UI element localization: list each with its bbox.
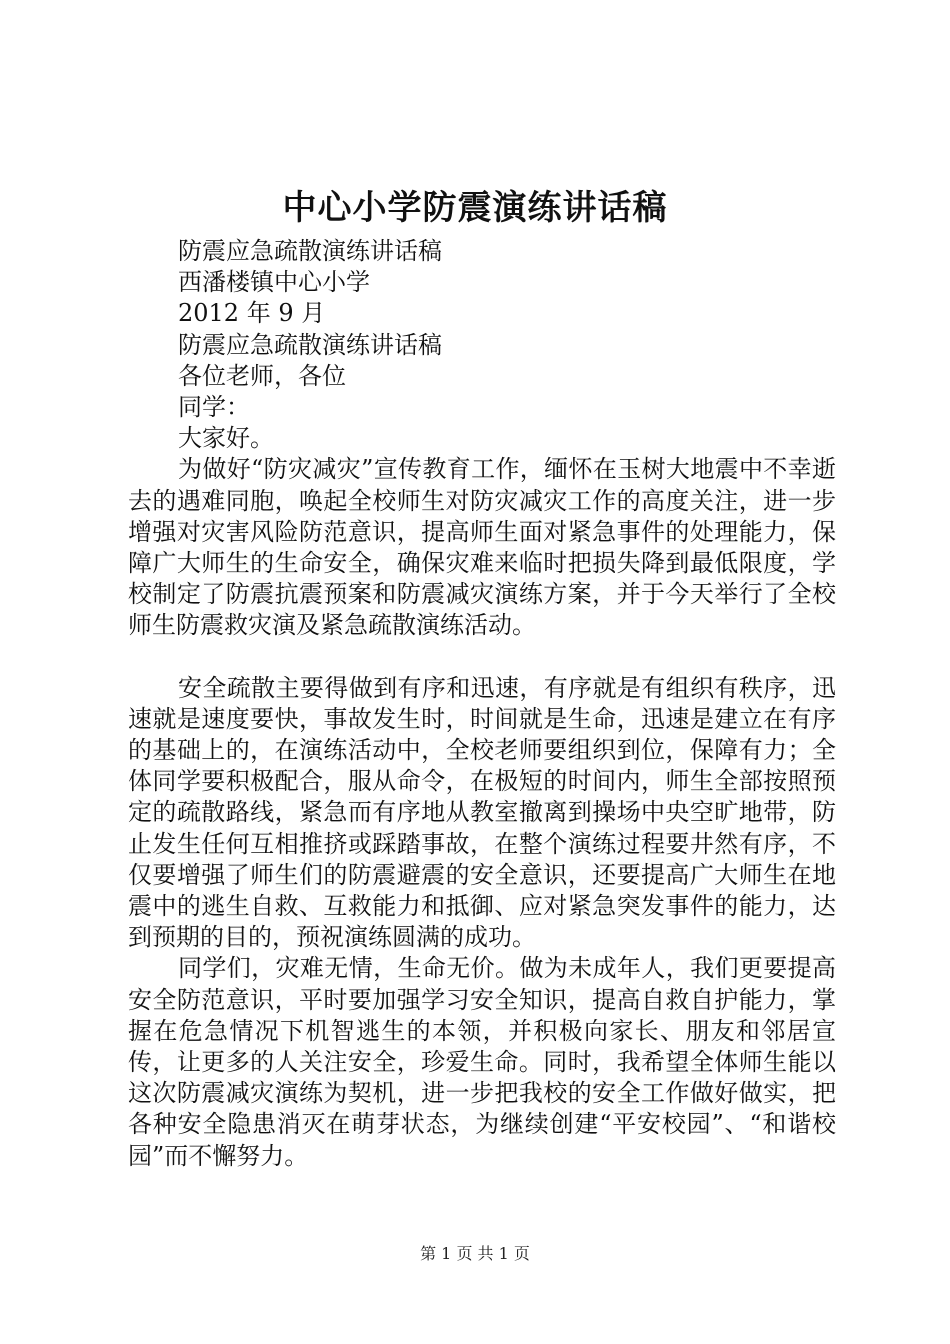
paragraph-3: 同学们，灾难无情，生命无价。做为未成年人，我们更要提高安全防范意识，平时要加强学习安全知识，提高自救自护能力，掌握在危急情况下机智逃生的本领，并积极向家长、朋友和邻居宣传，让更多的人关注安全，珍爱生命。同时，我希望全体师生能以这次防震减灾演练为契机，进一步把我校的安全工作做好做实，把各种安全隐患消灭在萌芽状态，为继续创建“平安校园”、“和谐校园”而不懈努力。 — [128, 954, 836, 1170]
header-line-date: 2012 年 9 月 — [178, 299, 326, 328]
salutation-line-1: 各位老师，各位 — [178, 361, 346, 390]
paragraph-spacer — [128, 642, 836, 673]
document-title: 中心小学防震演练讲话稿 — [282, 188, 668, 228]
page-footer: 第 1 页 共 1 页 — [420, 1244, 530, 1263]
document-body — [128, 236, 836, 1172]
paragraph-1: 为做好“防灾减灾”宣传教育工作，缅怀在玉树大地震中不幸逝去的遇难同胞，唤起全校师生对防灾减灾工作的高度关注，进一步增强对灾害风险防范意识，提高师生面对紧急事件的处理能力，保障广大师生的生命安全，确保灾难来临时把损失降到最低限度，学校制定了防震抗震预案和防震减灾演练方案，并于今天举行了全校师生防震救灾演及紧急疏散演练活动。 — [128, 455, 836, 640]
header-line-school: 西潘楼镇中心小学 — [178, 268, 370, 297]
greeting-line: 大家好。 — [178, 424, 274, 453]
header-line-subtitle-repeat: 防震应急疏散演练讲话稿 — [178, 330, 442, 359]
paragraph-2: 安全疏散主要得做到有序和迅速，有序就是有组织有秩序，迅速就是速度要快，事故发生时，时间就是生命，迅速是建立在有序的基础上的，在演练活动中，全校老师要组织到位，保障有力；全体同学要积极配合，服从命令，在极短的时间内，师生全部按照预定的疏散路线，紧急而有序地从教室撤离到操场中央空旷地带，防止发生任何互相推挤或踩踏事故，在整个演练过程要井然有序，不仅要增强了师生们的防震避震的安全意识，还要提高广大师生在地震中的逃生自救、互救能力和抵御、应对紧急突发事件的能力，达到预期的目的，预祝演练圆满的成功。 — [128, 673, 836, 952]
header-line-subtitle: 防震应急疏散演练讲话稿 — [178, 237, 442, 265]
salutation-line-2: 同学： — [178, 393, 250, 422]
